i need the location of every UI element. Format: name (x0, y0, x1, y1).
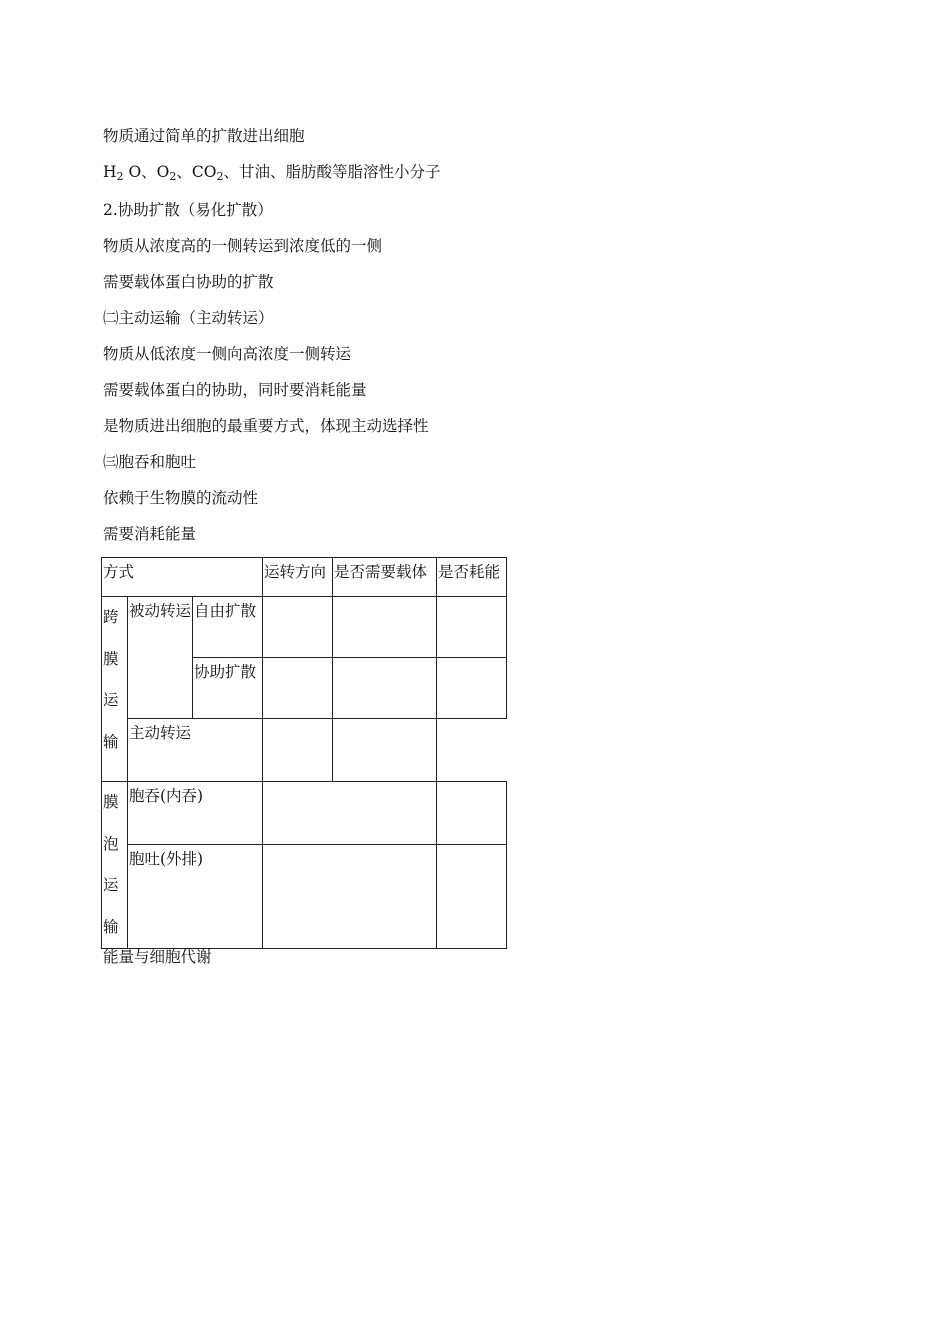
text-line: 物质从浓度高的一侧转运到浓度低的一侧 (103, 237, 383, 255)
passive-label: 被动转运 (128, 597, 193, 719)
text-line: 需要载体蛋白的协助，同时要消耗能量 (103, 381, 367, 399)
table-cell (263, 597, 333, 658)
text-line-molecules (103, 162, 440, 187)
table-cell (263, 719, 333, 782)
transmembrane-label: 跨膜运输 (102, 597, 128, 782)
text-span: O、O (123, 163, 170, 181)
table-cell (333, 597, 437, 658)
table-cell (437, 597, 507, 658)
section-heading: ㈡主动运输（主动转运） (103, 309, 274, 327)
text-line: 物质通过简单的扩散进出细胞 (103, 127, 305, 145)
table-row (102, 719, 507, 782)
section-heading: 能量与细胞代谢 (103, 948, 212, 966)
table-cell (333, 719, 437, 782)
facilitated-label: 协助扩散 (193, 658, 263, 719)
table-cell (437, 782, 507, 845)
subscript: 2 (169, 170, 177, 183)
vesicle-label: 膜泡运输 (102, 782, 128, 949)
table-cell (437, 658, 507, 719)
header-carrier: 是否需要载体 (333, 558, 437, 597)
header-energy: 是否耗能 (437, 558, 507, 597)
text-line: 需要消耗能量 (103, 525, 197, 543)
text-line: 依赖于生物膜的流动性 (103, 489, 259, 507)
text-line: 需要载体蛋白协助的扩散 (103, 273, 274, 291)
text-span: H (103, 163, 117, 181)
text-line: 是物质进出细胞的最重要方式，体现主动选择性 (103, 417, 429, 435)
table-row (102, 844, 507, 948)
free-diffusion-label: 自由扩散 (193, 597, 263, 658)
table-cell (333, 658, 437, 719)
table-row (102, 782, 507, 845)
text-span: 、甘油、脂肪酸等脂溶性小分子 (223, 163, 441, 181)
text-span: 、CO (176, 163, 217, 181)
header-direction: 运转方向 (263, 558, 333, 597)
table-cell (263, 658, 333, 719)
subscript: 2 (216, 170, 224, 183)
table-cell (263, 844, 437, 948)
table-cell (437, 719, 507, 782)
table-cell (437, 844, 507, 948)
endocytosis-label: 胞吞(内吞) (128, 782, 263, 845)
header-mode: 方式 (102, 558, 263, 597)
table-row (102, 597, 507, 658)
exocytosis-label: 胞吐(外排) (128, 844, 263, 948)
section-heading: 2.协助扩散（易化扩散） (103, 201, 273, 219)
text-line: 物质从低浓度一侧向高浓度一侧转运 (103, 345, 352, 363)
transport-table (101, 557, 507, 949)
table-cell (263, 782, 437, 845)
subscript: 2 (116, 170, 124, 183)
table-row (102, 558, 507, 597)
section-heading: ㈢胞吞和胞吐 (103, 453, 197, 471)
active-label: 主动转运 (128, 719, 263, 782)
